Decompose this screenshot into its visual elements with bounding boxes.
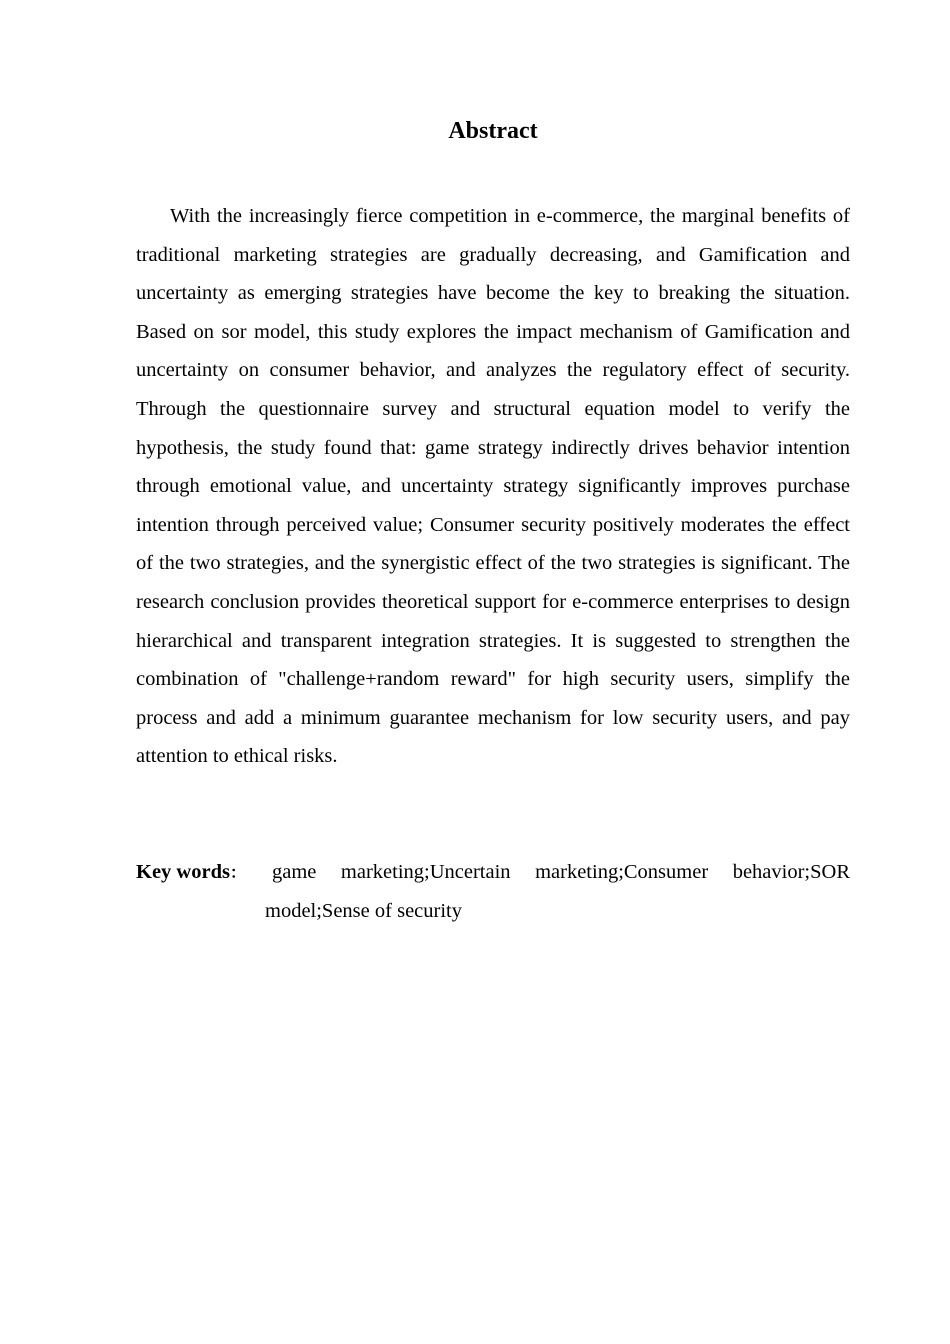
keywords-colon: ： [229, 865, 246, 882]
abstract-title: Abstract [448, 118, 538, 144]
abstract-paragraph: With the increasingly fierce competition in e-commerce, the marginal benefits of traditional marketing strategies are gradually decreasing, and Gamification and uncertainty as emerging strategies have become the key to breaking the situation. Based on sor model, this study explores the impact mechanism of Gamification and uncertainty on consumer behavior, and analyzes the regulatory effect of security. Through the questionnaire survey and structural equation model to verify the hypothesis, the study found that: game strategy indirectly drives behavior intention through emotional value, and uncertainty strategy significantly improves purchase intention through perceived value; Consumer security positively moderates the effect of the two strategies, and the synergistic effect of the two strategies is significant. The research conclusion provides theoretical support for e-commerce enterprises to design hierarchical and transparent integration strategies. It is suggested to strengthen the combination of "challenge+random reward" for high security users, simplify the process and add a minimum guarantee mechanism for low security users, and pay attention to ethical risks. [136, 205, 850, 768]
keywords-label-group [136, 853, 265, 930]
keywords-section [136, 853, 850, 930]
keywords-list: game marketing;Uncertain marketing;Consumer behavior;SOR model;Sense of security [265, 861, 850, 922]
keywords-label: Key words [136, 861, 230, 883]
